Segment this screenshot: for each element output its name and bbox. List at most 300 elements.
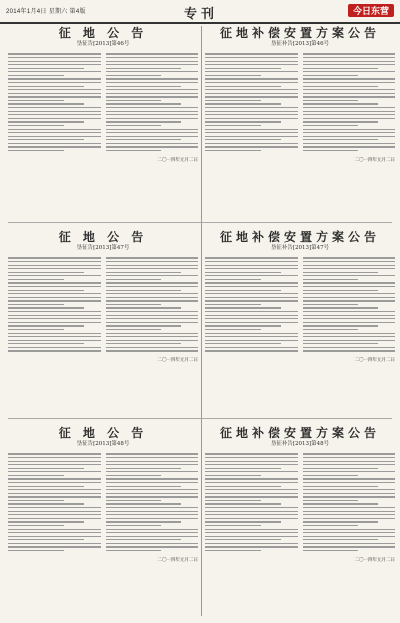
- notice-block: [8, 26, 198, 218]
- text-line: [106, 279, 162, 280]
- text-line: [303, 300, 396, 301]
- text-line: [8, 468, 84, 469]
- text-line: [8, 114, 101, 115]
- text-line: [205, 64, 298, 65]
- text-line: [303, 350, 396, 351]
- text-line: [303, 518, 396, 519]
- newspaper-logo: 今日东营: [348, 4, 394, 17]
- text-line: [303, 64, 396, 65]
- text-line: [8, 539, 84, 540]
- text-line: [205, 111, 298, 112]
- text-line: [106, 71, 199, 72]
- text-line: [303, 461, 396, 462]
- notice-body: [205, 451, 395, 554]
- text-line: [205, 453, 298, 454]
- text-line: [303, 550, 359, 551]
- text-line: [106, 129, 199, 130]
- text-line: [205, 275, 298, 276]
- text-line: [205, 100, 261, 101]
- text-line: [303, 486, 379, 487]
- text-line: [8, 293, 101, 294]
- text-line: [8, 486, 84, 487]
- text-line: [106, 307, 182, 308]
- text-line: [205, 265, 298, 266]
- text-line: [205, 486, 281, 487]
- text-line: [303, 86, 379, 87]
- text-line: [8, 129, 101, 130]
- text-line: [205, 493, 298, 494]
- text-line: [303, 132, 396, 133]
- text-line: [205, 461, 298, 462]
- text-line: [205, 129, 298, 130]
- text-line: [303, 286, 396, 287]
- text-line: [205, 525, 261, 526]
- notice-block: [205, 230, 395, 418]
- text-line: [303, 496, 396, 497]
- text-line: [303, 261, 396, 262]
- text-line: [8, 139, 84, 140]
- notice-number: 垦征补告[2013]第48号: [270, 441, 330, 447]
- text-line: [8, 333, 101, 334]
- text-line: [8, 61, 101, 62]
- text-line: [205, 315, 298, 316]
- text-line: [8, 93, 101, 94]
- text-line: [205, 257, 298, 258]
- text-line: [303, 297, 396, 298]
- text-line: [205, 343, 281, 344]
- text-line: [303, 107, 396, 108]
- text-line: [106, 464, 199, 465]
- notice-body: [8, 255, 198, 354]
- text-line: [106, 93, 199, 94]
- text-line: [106, 343, 182, 344]
- text-line: [8, 71, 101, 72]
- text-line: [8, 96, 101, 97]
- text-line: [205, 261, 298, 262]
- notice-date: 二〇一四年元月二日: [157, 358, 198, 363]
- text-line: [205, 304, 261, 305]
- text-line: [8, 514, 101, 515]
- notice-block: [205, 426, 395, 621]
- text-line: [303, 57, 396, 58]
- text-line: [106, 150, 162, 151]
- text-line: [303, 453, 396, 454]
- text-line: [205, 532, 298, 533]
- text-line: [106, 475, 162, 476]
- text-line: [303, 468, 379, 469]
- text-line: [106, 293, 199, 294]
- text-line: [205, 478, 298, 479]
- text-line: [205, 482, 298, 483]
- text-line: [303, 68, 379, 69]
- text-line: [205, 307, 281, 308]
- text-line: [303, 279, 359, 280]
- text-line: [106, 118, 199, 119]
- text-line: [106, 100, 162, 101]
- text-line: [8, 111, 101, 112]
- notice-date: 二〇一四年元月二日: [157, 557, 198, 563]
- text-line: [8, 453, 101, 454]
- notice-number: 垦征告[2013]第48号: [76, 441, 130, 447]
- text-line: [205, 279, 261, 280]
- text-line: [303, 514, 396, 515]
- text-line: [106, 336, 199, 337]
- text-line: [8, 543, 101, 544]
- text-line: [8, 318, 101, 319]
- text-line: [106, 268, 199, 269]
- text-line: [303, 304, 359, 305]
- text-line: [303, 129, 396, 130]
- text-line: [8, 282, 101, 283]
- text-line: [205, 93, 298, 94]
- text-line: [8, 550, 64, 551]
- text-line: [303, 532, 396, 533]
- text-line: [8, 290, 84, 291]
- text-line: [205, 546, 298, 547]
- text-line: [8, 125, 64, 126]
- masthead: [0, 0, 400, 24]
- text-line: [205, 53, 298, 54]
- text-line: [8, 297, 101, 298]
- text-line: [205, 82, 298, 83]
- notice-block: [205, 26, 395, 218]
- text-line: [8, 507, 101, 508]
- text-line: [303, 111, 396, 112]
- text-line: [205, 468, 281, 469]
- text-line: [8, 265, 101, 266]
- text-line: [205, 89, 298, 90]
- text-line: [303, 529, 396, 530]
- text-line: [303, 336, 396, 337]
- text-line: [303, 100, 359, 101]
- text-line: [106, 518, 199, 519]
- text-line: [205, 529, 298, 530]
- text-line: [8, 53, 101, 54]
- notice-title: 征 地 公 告: [58, 426, 148, 440]
- text-line: [303, 539, 379, 540]
- text-line: [106, 257, 199, 258]
- text-line: [205, 75, 261, 76]
- text-line: [8, 496, 101, 497]
- text-line: [8, 329, 64, 330]
- text-line: [106, 261, 199, 262]
- text-line: [106, 536, 199, 537]
- text-line: [303, 457, 396, 458]
- text-line: [303, 282, 396, 283]
- text-line: [8, 257, 101, 258]
- text-line: [106, 57, 199, 58]
- text-line: [8, 546, 101, 547]
- text-line: [106, 96, 199, 97]
- text-line: [8, 461, 101, 462]
- text-line: [205, 143, 298, 144]
- text-line: [106, 500, 162, 501]
- text-line: [106, 329, 162, 330]
- text-line: [8, 300, 101, 301]
- text-line: [303, 315, 396, 316]
- text-line: [303, 482, 396, 483]
- text-line: [106, 350, 199, 351]
- notice-body: [205, 51, 395, 154]
- text-line: [8, 57, 101, 58]
- notice-date: 二〇一四年元月二日: [354, 557, 395, 563]
- text-line: [205, 139, 281, 140]
- text-line: [205, 118, 298, 119]
- text-line: [303, 146, 396, 147]
- text-line: [303, 114, 396, 115]
- text-line: [106, 89, 199, 90]
- text-line: [106, 86, 182, 87]
- text-line: [303, 475, 359, 476]
- text-line: [106, 64, 199, 65]
- text-line: [205, 297, 298, 298]
- text-line: [303, 118, 396, 119]
- text-line: [8, 457, 101, 458]
- text-line: [303, 93, 396, 94]
- text-line: [205, 514, 298, 515]
- text-line: [205, 325, 281, 326]
- notice-date: 二〇一四年元月二日: [354, 358, 395, 363]
- text-line: [303, 96, 396, 97]
- text-line: [303, 290, 379, 291]
- text-line: [303, 325, 379, 326]
- text-line: [205, 496, 298, 497]
- text-line: [106, 468, 182, 469]
- text-line: [205, 150, 261, 151]
- notice-body: [8, 51, 198, 154]
- text-line: [303, 536, 396, 537]
- text-line: [106, 318, 199, 319]
- text-line: [106, 136, 199, 137]
- text-line: [303, 347, 396, 348]
- text-line: [205, 475, 261, 476]
- text-line: [303, 78, 396, 79]
- text-line: [8, 503, 84, 504]
- section-divider: [8, 418, 392, 419]
- text-line: [205, 457, 298, 458]
- section-divider: [8, 222, 392, 223]
- text-line: [106, 53, 199, 54]
- text-line: [205, 272, 281, 273]
- text-line: [8, 471, 101, 472]
- text-line: [205, 290, 281, 291]
- text-line: [8, 315, 101, 316]
- text-line: [303, 307, 379, 308]
- text-line: [205, 539, 281, 540]
- text-line: [106, 272, 182, 273]
- text-line: [303, 150, 359, 151]
- text-line: [8, 78, 101, 79]
- text-line: [303, 61, 396, 62]
- text-line: [8, 272, 84, 273]
- text-line: [303, 507, 396, 508]
- text-line: [106, 107, 199, 108]
- notice-block: [8, 426, 198, 621]
- text-line: [205, 57, 298, 58]
- text-line: [106, 297, 199, 298]
- text-line: [205, 68, 281, 69]
- text-line: [106, 68, 182, 69]
- text-line: [205, 318, 298, 319]
- notice-title: 征地补偿安置方案公告: [219, 26, 380, 40]
- text-line: [303, 464, 396, 465]
- text-line: [106, 146, 199, 147]
- text-line: [106, 550, 162, 551]
- text-line: [8, 268, 101, 269]
- text-line: [8, 121, 84, 122]
- text-line: [106, 78, 199, 79]
- text-line: [303, 500, 359, 501]
- text-line: [106, 543, 199, 544]
- text-line: [8, 475, 64, 476]
- text-line: [303, 82, 396, 83]
- text-line: [303, 268, 396, 269]
- text-line: [205, 543, 298, 544]
- text-line: [205, 96, 298, 97]
- text-line: [106, 275, 199, 276]
- text-line: [8, 482, 101, 483]
- text-line: [106, 304, 162, 305]
- text-line: [106, 511, 199, 512]
- text-line: [8, 511, 101, 512]
- text-line: [303, 329, 359, 330]
- text-line: [106, 486, 182, 487]
- text-line: [303, 311, 396, 312]
- text-line: [106, 539, 182, 540]
- text-line: [8, 464, 101, 465]
- text-line: [8, 493, 101, 494]
- text-line: [106, 325, 182, 326]
- text-line: [8, 529, 101, 530]
- text-line: [106, 457, 199, 458]
- text-line: [303, 71, 396, 72]
- notice-title: 征 地 公 告: [58, 230, 148, 244]
- text-line: [106, 265, 199, 266]
- text-line: [106, 143, 199, 144]
- text-line: [303, 343, 379, 344]
- text-line: [303, 103, 379, 104]
- notice-title: 征地补偿安置方案公告: [219, 426, 380, 440]
- text-line: [303, 493, 396, 494]
- text-line: [205, 521, 281, 522]
- text-line: [205, 511, 298, 512]
- section-title: 专刊: [184, 6, 219, 21]
- notice-number: 垦征告[2013]第46号: [76, 41, 130, 47]
- text-line: [205, 61, 298, 62]
- text-line: [8, 279, 64, 280]
- text-line: [106, 282, 199, 283]
- text-line: [8, 118, 101, 119]
- text-line: [205, 114, 298, 115]
- text-line: [205, 536, 298, 537]
- text-line: [205, 336, 298, 337]
- text-line: [106, 290, 182, 291]
- text-line: [205, 86, 281, 87]
- text-line: [205, 121, 281, 122]
- text-line: [106, 311, 199, 312]
- text-line: [106, 347, 199, 348]
- text-line: [106, 125, 162, 126]
- text-line: [303, 503, 379, 504]
- text-line: [8, 100, 64, 101]
- text-line: [8, 478, 101, 479]
- text-line: [205, 329, 261, 330]
- text-line: [8, 261, 101, 262]
- text-line: [8, 64, 101, 65]
- text-line: [303, 478, 396, 479]
- notice-number: 垦征补告[2013]第47号: [270, 245, 330, 251]
- text-line: [106, 61, 199, 62]
- notice-title: 征 地 公 告: [58, 26, 148, 40]
- text-line: [205, 136, 298, 137]
- text-line: [106, 514, 199, 515]
- text-line: [106, 286, 199, 287]
- text-line: [8, 307, 84, 308]
- text-line: [106, 493, 199, 494]
- text-line: [303, 340, 396, 341]
- text-line: [106, 340, 199, 341]
- issue-date: 2014年1月4日 星期六 第4版: [6, 9, 86, 15]
- text-line: [106, 111, 199, 112]
- text-line: [106, 315, 199, 316]
- text-line: [303, 471, 396, 472]
- text-line: [205, 293, 298, 294]
- text-line: [303, 125, 359, 126]
- text-line: [303, 136, 396, 137]
- text-line: [8, 132, 101, 133]
- text-line: [303, 511, 396, 512]
- text-line: [106, 300, 199, 301]
- text-line: [8, 75, 64, 76]
- notice-body: [205, 255, 395, 354]
- text-line: [8, 532, 101, 533]
- text-line: [303, 53, 396, 54]
- text-line: [303, 521, 379, 522]
- notice-title: 征地补偿安置方案公告: [219, 230, 380, 244]
- text-line: [205, 333, 298, 334]
- text-line: [205, 107, 298, 108]
- text-line: [8, 275, 101, 276]
- text-line: [106, 471, 199, 472]
- text-line: [106, 139, 182, 140]
- text-line: [106, 503, 182, 504]
- text-line: [303, 489, 396, 490]
- text-line: [106, 532, 199, 533]
- text-line: [303, 265, 396, 266]
- text-line: [106, 521, 182, 522]
- text-line: [106, 478, 199, 479]
- text-line: [8, 304, 64, 305]
- text-line: [8, 525, 64, 526]
- text-line: [8, 343, 84, 344]
- text-line: [8, 336, 101, 337]
- text-line: [205, 282, 298, 283]
- text-line: [303, 322, 396, 323]
- text-line: [205, 471, 298, 472]
- text-line: [303, 293, 396, 294]
- text-line: [205, 311, 298, 312]
- text-line: [205, 340, 298, 341]
- text-line: [8, 500, 64, 501]
- text-line: [106, 525, 162, 526]
- text-line: [205, 132, 298, 133]
- text-line: [8, 347, 101, 348]
- text-line: [205, 71, 298, 72]
- text-line: [106, 103, 182, 104]
- text-line: [303, 318, 396, 319]
- text-line: [8, 536, 101, 537]
- text-line: [303, 89, 396, 90]
